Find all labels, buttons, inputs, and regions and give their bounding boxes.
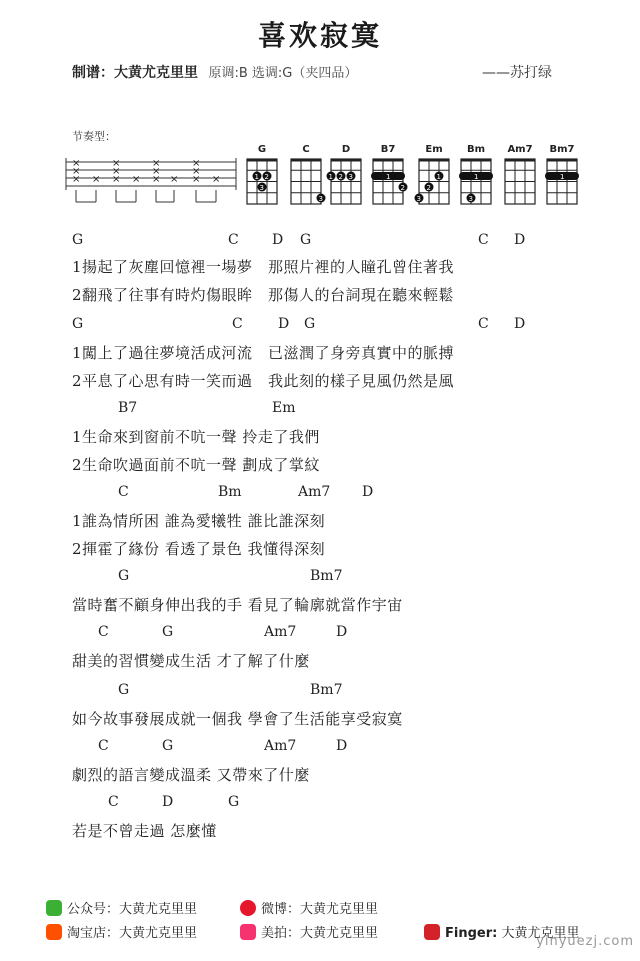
svg-text:1: 1 [386,173,391,181]
lyric-line: 劇烈的語言變成溫柔 又帶來了什麼 [72,766,310,784]
finger-logo-icon [424,924,440,940]
svg-text:1: 1 [474,173,479,181]
svg-text:×: × [112,174,121,185]
lyric-line: 1闖上了過往夢境活成河流 已滋潤了身旁真實中的脈搏 [72,344,455,362]
chord-name: B7 [380,144,396,155]
chord-symbol: G [228,794,240,810]
chord-symbol: C [232,316,243,332]
footer-weibo: 微博：大黄尤克里里 [240,898,378,917]
svg-text:2: 2 [338,173,343,181]
rhythm-pattern [66,150,236,210]
svg-text:×: × [192,174,201,185]
chord-symbol: C [98,738,109,754]
chord-name: Bm [466,144,486,155]
svg-text:2: 2 [264,173,269,181]
svg-text:2: 2 [426,184,431,192]
lyric-line: 2揮霍了緣份 看透了景色 我懂得深刻 [72,540,326,558]
chord-symbol: D [272,232,284,248]
footer-taobao: 淘宝店：大黄尤克里里 [46,922,197,941]
meipai-icon [240,924,256,940]
svg-text:×: × [112,158,121,169]
svg-text:3: 3 [416,195,421,203]
footer-wechat: 公众号：大黄尤克里里 [46,898,197,917]
svg-text:×: × [112,166,121,177]
svg-text:1: 1 [560,173,565,181]
svg-text:×: × [192,166,201,177]
svg-text:1: 1 [436,173,441,181]
chord-symbol: G [300,232,312,248]
arranger: 制谱：大黄尤克里里 [72,65,198,81]
svg-text:×: × [72,158,81,169]
svg-text:3: 3 [318,195,323,203]
svg-text:×: × [92,174,101,185]
svg-text:2: 2 [400,184,405,192]
chord-symbol: G [304,316,316,332]
chord-diagram-Bm-icon [460,146,504,206]
weibo-icon [240,900,256,916]
lyric-line: 甜美的習慣變成生活 才了解了什麼 [72,652,310,670]
chord-symbol: D [362,484,374,500]
chord-symbol: Am7 [264,738,297,754]
chord-name: Em [425,144,443,155]
chord-symbol: C [228,232,239,248]
svg-text:×: × [212,174,221,185]
chord-name: Bm7 [549,144,575,155]
chord-symbol: C [478,316,489,332]
chord-name: D [341,144,351,155]
lyric-line: 1誰為情所困 誰為愛犧牲 誰比誰深刻 [72,512,326,530]
chord-symbol: G [162,738,174,754]
svg-text:3: 3 [468,195,473,203]
chord-diagram-B7-icon [372,146,416,206]
chord-symbol: Em [272,400,296,416]
chord-symbol: G [118,568,130,584]
rhythm-label: 节奏型： [72,130,116,143]
lyric-line: 2翻飛了往事有時灼傷眼眸 那傷人的台詞現在聽來輕鬆 [72,286,455,304]
chord-symbol: Bm7 [310,568,343,584]
chord-diagram-Em-icon [418,146,462,206]
footer-finger: Finger: 大黄尤克里里 [424,922,579,941]
svg-text:×: × [192,158,201,169]
lyric-line: 1生命來到窗前不吭一聲 拎走了我們 [72,428,320,446]
svg-text:×: × [152,166,161,177]
lyric-line: 當時奮不顧身伸出我的手 看見了輪廓就當作宇宙 [72,596,403,614]
chord-symbol: Am7 [264,624,297,640]
svg-text:×: × [132,174,141,185]
svg-text:×: × [72,174,81,185]
chord-symbol: C [118,484,129,500]
svg-text:3: 3 [348,173,353,181]
chord-symbol: Bm [218,484,242,500]
taobao-icon [46,924,62,940]
chord-symbol: D [278,316,290,332]
chord-symbol: D [162,794,174,810]
chord-symbol: Bm7 [310,682,343,698]
lyric-line: 如今故事發展成就一個我 學會了生活能享受寂寞 [72,710,403,728]
watermark: yinyuezj.com [536,934,634,949]
chord-symbol: C [98,624,109,640]
chord-symbol: G [118,682,130,698]
svg-text:×: × [170,174,179,185]
chord-diagram-Am7-icon [504,146,548,206]
lyric-line: 若是不曾走過 怎麼懂 [72,822,217,840]
song-meta [72,62,552,82]
wechat-icon [46,900,62,916]
chord-diagram-Bm7-icon [546,146,590,206]
svg-text:1: 1 [328,173,333,181]
lyric-line: 2平息了心思有時一笑而過 我此刻的樣子見風仍然是風 [72,372,455,390]
chord-symbol: D [514,316,526,332]
chord-symbol: B7 [118,400,138,416]
lyric-line: 2生命吹過面前不吭一聲 劃成了掌紋 [72,456,320,474]
svg-text:×: × [152,158,161,169]
svg-text:×: × [152,174,161,185]
svg-text:1: 1 [254,173,259,181]
key-info: 原调:B 选调:G（夹四品） [208,66,358,81]
chord-symbol: G [72,316,84,332]
chord-name: Am7 [507,144,533,155]
chord-diagram-G-icon [246,146,290,206]
chord-name: C [302,144,310,155]
chord-symbol: D [514,232,526,248]
svg-text:3: 3 [259,184,264,192]
chord-diagram-D-icon [330,146,374,206]
chord-symbol: D [336,738,348,754]
chord-symbol: C [108,794,119,810]
song-title: 喜欢寂寞 [257,19,382,52]
chord-symbol: Am7 [298,484,331,500]
artist: ——苏打绿 [482,65,552,81]
chord-symbol: G [72,232,84,248]
chord-symbol: C [478,232,489,248]
chord-name: G [257,144,267,155]
svg-text:×: × [72,166,81,177]
chord-symbol: G [162,624,174,640]
footer-meipai: 美拍：大黄尤克里里 [240,922,378,941]
chord-symbol: D [336,624,348,640]
lyric-line: 1揚起了灰塵回憶裡一場夢 那照片裡的人瞳孔曾住著我 [72,258,455,276]
